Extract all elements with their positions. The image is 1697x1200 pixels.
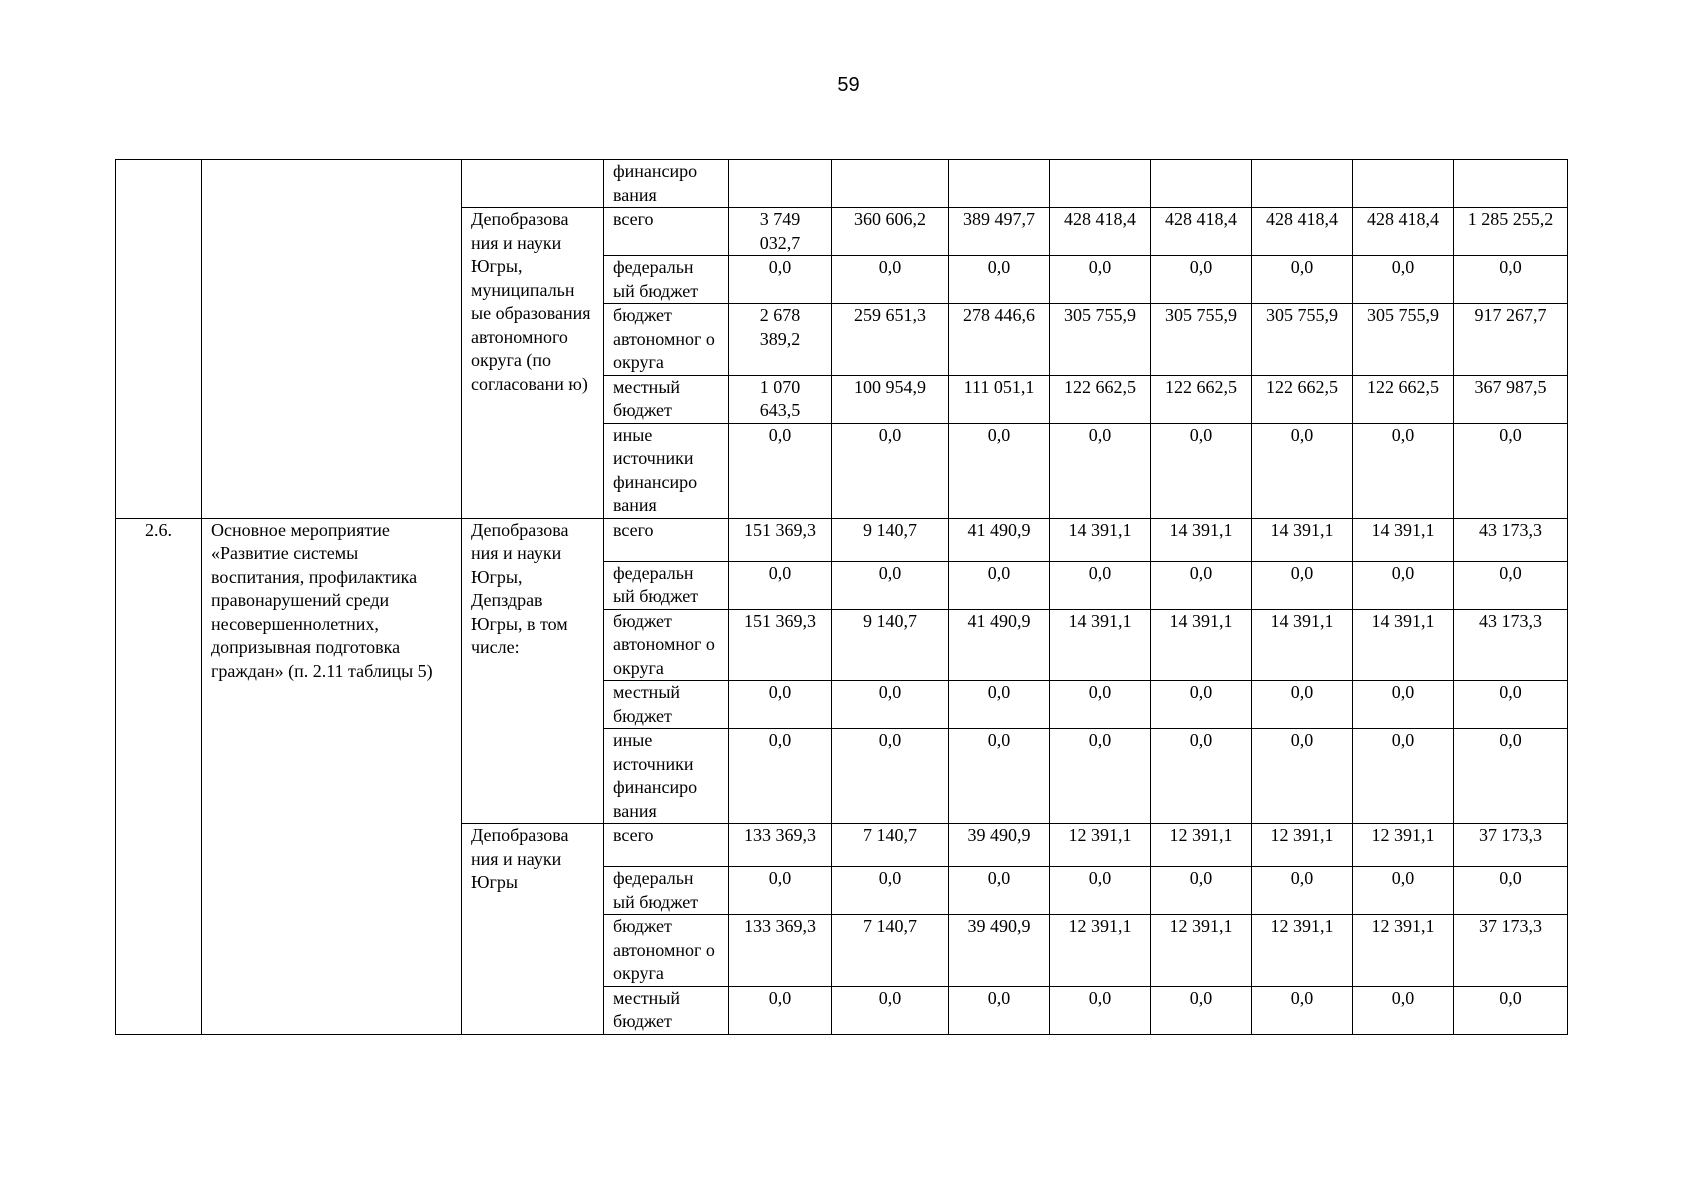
value-cell: 0,0 — [1252, 729, 1353, 824]
value-cell: 305 755,9 — [1353, 304, 1454, 376]
executor-cell: Депобразова ния и науки Югры, Депздрав Югры, в том числе: — [462, 518, 604, 824]
value-cell: 0,0 — [729, 681, 832, 729]
funding-source-cell: бюджет автономног о округа — [604, 609, 729, 681]
value-cell: 0,0 — [1151, 729, 1252, 824]
value-cell: 0,0 — [832, 729, 949, 824]
value-cell: 100 954,9 — [832, 375, 949, 423]
value-cell: 12 391,1 — [1050, 915, 1151, 987]
value-cell: 0,0 — [949, 681, 1050, 729]
value-cell: 1 285 255,2 — [1454, 208, 1568, 256]
value-cell: 0,0 — [729, 986, 832, 1034]
value-cell: 0,0 — [832, 867, 949, 915]
value-cell: 0,0 — [949, 867, 1050, 915]
table-row — [116, 160, 1568, 208]
value-cell: 9 140,7 — [832, 518, 949, 561]
value-cell: 14 391,1 — [1252, 518, 1353, 561]
funding-source-cell: местный бюджет — [604, 681, 729, 729]
value-cell: 305 755,9 — [1151, 304, 1252, 376]
funding-source-cell: федеральн ый бюджет — [604, 561, 729, 609]
value-cell: 0,0 — [1151, 986, 1252, 1034]
value-cell: 0,0 — [1353, 561, 1454, 609]
page-number: 59 — [837, 74, 860, 96]
executor-cell: Депобразова ния и науки Югры, муниципальн ые образования автономного округа (по согласовани ю) — [462, 208, 604, 519]
row-number-cell — [116, 160, 202, 519]
value-cell: 367 987,5 — [1454, 375, 1568, 423]
funding-source-cell: местный бюджет — [604, 375, 729, 423]
value-cell: 0,0 — [949, 256, 1050, 304]
funding-source-cell: всего — [604, 518, 729, 561]
value-cell: 0,0 — [949, 423, 1050, 518]
value-cell: 122 662,5 — [1353, 375, 1454, 423]
value-cell: 0,0 — [1050, 729, 1151, 824]
row-number-cell: 2.6. — [116, 518, 202, 1034]
value-cell: 0,0 — [1454, 867, 1568, 915]
value-cell: 0,0 — [1050, 561, 1151, 609]
value-cell: 151 369,3 — [729, 609, 832, 681]
funding-source-cell: федеральн ый бюджет — [604, 867, 729, 915]
value-cell: 0,0 — [1050, 681, 1151, 729]
value-cell — [949, 160, 1050, 208]
value-cell: 0,0 — [1252, 561, 1353, 609]
value-cell: 305 755,9 — [1252, 304, 1353, 376]
executor-cell: Депобразова ния и науки Югры — [462, 824, 604, 1035]
value-cell: 12 391,1 — [1353, 824, 1454, 867]
value-cell: 2 678 389,2 — [729, 304, 832, 376]
value-cell: 122 662,5 — [1151, 375, 1252, 423]
value-cell: 0,0 — [1252, 986, 1353, 1034]
value-cell: 12 391,1 — [1050, 824, 1151, 867]
value-cell: 14 391,1 — [1151, 609, 1252, 681]
value-cell: 41 490,9 — [949, 609, 1050, 681]
value-cell: 39 490,9 — [949, 824, 1050, 867]
value-cell: 389 497,7 — [949, 208, 1050, 256]
value-cell: 0,0 — [1454, 729, 1568, 824]
value-cell: 0,0 — [1151, 681, 1252, 729]
value-cell: 0,0 — [949, 986, 1050, 1034]
funding-source-cell: всего — [604, 208, 729, 256]
funding-source-cell: иные источники финансиро вания — [604, 423, 729, 518]
value-cell: 259 651,3 — [832, 304, 949, 376]
value-cell: 428 418,4 — [1151, 208, 1252, 256]
value-cell: 0,0 — [1353, 729, 1454, 824]
funding-source-cell: иные источники финансиро вания — [604, 729, 729, 824]
funding-source-cell: бюджет автономног о округа — [604, 304, 729, 376]
value-cell: 0,0 — [1353, 986, 1454, 1034]
value-cell: 0,0 — [832, 681, 949, 729]
value-cell: 14 391,1 — [1151, 518, 1252, 561]
value-cell: 0,0 — [1252, 256, 1353, 304]
value-cell: 360 606,2 — [832, 208, 949, 256]
value-cell: 43 173,3 — [1454, 609, 1568, 681]
value-cell: 0,0 — [1353, 681, 1454, 729]
budget-table — [115, 159, 1568, 1035]
value-cell: 0,0 — [1454, 256, 1568, 304]
value-cell: 151 369,3 — [729, 518, 832, 561]
value-cell: 39 490,9 — [949, 915, 1050, 987]
value-cell: 0,0 — [1050, 986, 1151, 1034]
value-cell: 43 173,3 — [1454, 518, 1568, 561]
value-cell: 41 490,9 — [949, 518, 1050, 561]
value-cell: 12 391,1 — [1151, 915, 1252, 987]
value-cell: 14 391,1 — [1252, 609, 1353, 681]
funding-source-cell: местный бюджет — [604, 986, 729, 1034]
value-cell: 0,0 — [1151, 867, 1252, 915]
value-cell: 0,0 — [1050, 423, 1151, 518]
value-cell: 0,0 — [1454, 986, 1568, 1034]
value-cell: 0,0 — [1252, 423, 1353, 518]
value-cell: 0,0 — [729, 561, 832, 609]
value-cell — [832, 160, 949, 208]
value-cell: 1 070 643,5 — [729, 375, 832, 423]
table-row — [116, 518, 1568, 561]
value-cell: 278 446,6 — [949, 304, 1050, 376]
value-cell: 111 051,1 — [949, 375, 1050, 423]
value-cell: 14 391,1 — [1050, 609, 1151, 681]
value-cell: 12 391,1 — [1353, 915, 1454, 987]
value-cell: 0,0 — [1050, 867, 1151, 915]
value-cell: 0,0 — [1454, 561, 1568, 609]
value-cell — [1151, 160, 1252, 208]
value-cell: 0,0 — [1151, 256, 1252, 304]
value-cell: 0,0 — [1050, 256, 1151, 304]
value-cell: 7 140,7 — [832, 824, 949, 867]
value-cell — [1252, 160, 1353, 208]
value-cell: 37 173,3 — [1454, 915, 1568, 987]
value-cell: 0,0 — [949, 729, 1050, 824]
funding-source-cell: финансиро вания — [604, 160, 729, 208]
value-cell: 14 391,1 — [1050, 518, 1151, 561]
value-cell: 0,0 — [1151, 561, 1252, 609]
value-cell: 7 140,7 — [832, 915, 949, 987]
value-cell: 0,0 — [832, 423, 949, 518]
value-cell: 133 369,3 — [729, 915, 832, 987]
value-cell: 0,0 — [1252, 867, 1353, 915]
value-cell: 0,0 — [729, 867, 832, 915]
value-cell: 9 140,7 — [832, 609, 949, 681]
value-cell: 0,0 — [832, 256, 949, 304]
value-cell — [1454, 160, 1568, 208]
value-cell: 305 755,9 — [1050, 304, 1151, 376]
funding-source-cell: всего — [604, 824, 729, 867]
value-cell: 0,0 — [1252, 681, 1353, 729]
value-cell: 0,0 — [832, 986, 949, 1034]
value-cell: 0,0 — [729, 729, 832, 824]
value-cell: 917 267,7 — [1454, 304, 1568, 376]
value-cell: 0,0 — [1454, 681, 1568, 729]
value-cell: 3 749 032,7 — [729, 208, 832, 256]
value-cell — [1050, 160, 1151, 208]
value-cell: 14 391,1 — [1353, 609, 1454, 681]
value-cell: 428 418,4 — [1252, 208, 1353, 256]
executor-cell — [462, 160, 604, 208]
value-cell: 0,0 — [729, 256, 832, 304]
activity-name-cell: Основное мероприятие «Развитие системы воспитания, профилактика правонарушений среди несовершеннолетних, допризывная подготовка граждан» (п. 2.11 таблицы 5) — [202, 518, 462, 1034]
value-cell: 428 418,4 — [1050, 208, 1151, 256]
value-cell: 0,0 — [1353, 867, 1454, 915]
value-cell: 0,0 — [949, 561, 1050, 609]
value-cell: 0,0 — [1151, 423, 1252, 518]
value-cell: 428 418,4 — [1353, 208, 1454, 256]
funding-source-cell: федеральн ый бюджет — [604, 256, 729, 304]
funding-source-cell: бюджет автономног о округа — [604, 915, 729, 987]
value-cell: 122 662,5 — [1252, 375, 1353, 423]
value-cell: 12 391,1 — [1252, 915, 1353, 987]
value-cell: 0,0 — [832, 561, 949, 609]
value-cell: 0,0 — [1353, 256, 1454, 304]
value-cell: 0,0 — [1454, 423, 1568, 518]
value-cell: 0,0 — [1353, 423, 1454, 518]
value-cell: 122 662,5 — [1050, 375, 1151, 423]
value-cell: 14 391,1 — [1353, 518, 1454, 561]
value-cell: 133 369,3 — [729, 824, 832, 867]
table-body — [116, 160, 1568, 1035]
activity-name-cell — [202, 160, 462, 519]
value-cell: 12 391,1 — [1151, 824, 1252, 867]
value-cell: 37 173,3 — [1454, 824, 1568, 867]
value-cell: 12 391,1 — [1252, 824, 1353, 867]
value-cell — [729, 160, 832, 208]
value-cell — [1353, 160, 1454, 208]
value-cell: 0,0 — [729, 423, 832, 518]
